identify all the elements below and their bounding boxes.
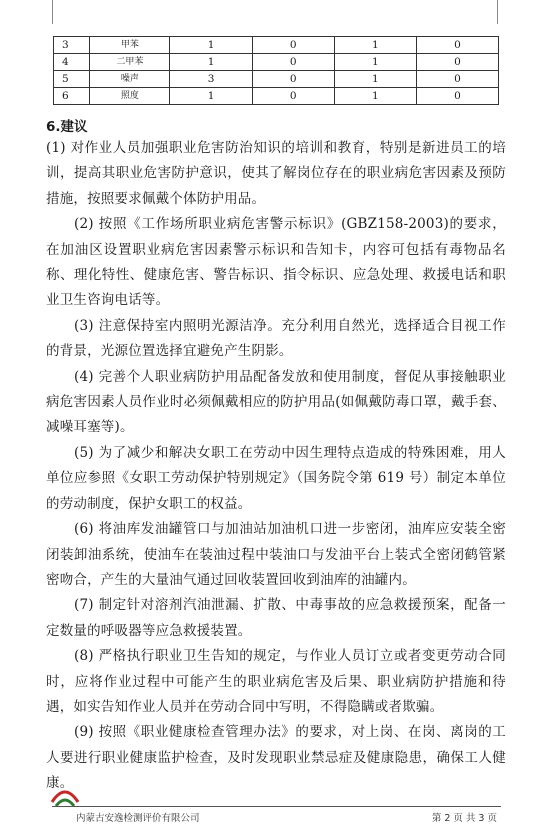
recommendation-paragraph: (4) 完善个人职业病防护用品配备发放和使用制度，督促从事接触职业病危害因素人员作业时必须佩戴相应的防护用品(如佩戴防毒口罩，戴手套、减噪耳塞等)。	[46, 368, 506, 436]
row-value: 0	[416, 54, 498, 71]
row-name: 甲苯	[90, 37, 170, 54]
table-row	[54, 54, 499, 71]
recommendation-paragraph: (7) 制定针对溶剂汽油泄漏、扩散、中毒事故的应急救援预案，配备一定数量的呼吸器等应急救援装置。	[46, 597, 506, 639]
row-value: 1	[334, 71, 416, 88]
table-row	[54, 71, 499, 88]
row-index: 5	[54, 71, 90, 88]
row-name: 二甲苯	[90, 54, 170, 71]
row-value: 0	[252, 71, 334, 88]
row-value: 1	[170, 88, 252, 105]
recommendation-paragraph: (6) 将油库发油罐管口与加油站加油机口进一步密闭，油库应安装全密闭装卸油系统，使油车在装油过程中装油口与发油平台上装式全密闭鹤管紧密吻合，产生的大量油气通过回收装置回收到油库的油罐内。	[46, 521, 506, 588]
row-value: 0	[252, 37, 334, 54]
crop-mark-left	[38, 0, 53, 24]
recommendation-paragraph: (1) 对作业人员加强职业危害防治知识的培训和教育，特别是新进员工的培训，提高其职业危害防护意识，使其了解岗位存在的职业病危害因素及预防措施，按照要求佩戴个体防护用品。	[46, 140, 506, 207]
recommendation-paragraph: (5) 为了减少和解决女职工在劳动中因生理特点造成的特殊困难，用人单位应参照《女职工劳动保护特别规定》（国务院令第 619 号）制定本单位的劳动制度，保护女职工的权益。	[46, 444, 506, 512]
footer-company: 内蒙古安逸检测评价有限公司	[76, 813, 200, 824]
row-value: 1	[334, 37, 416, 54]
row-value: 1	[170, 54, 252, 71]
row-index: 6	[54, 88, 90, 105]
recommendation-paragraph: (2) 按照《工作场所职业病危害警示标识》(GBZ158-2003)的要求，在加油区设置职业病危害因素警示标识和告知卡，内容可包括有毒物品名称、理化特性、健康危害、警告标识、指令标识、应急处理、救援电话和职业卫生咨询电话等。	[46, 216, 506, 309]
table-row	[54, 88, 499, 105]
row-value: 0	[252, 88, 334, 105]
row-value: 3	[170, 71, 252, 88]
row-index: 4	[54, 54, 90, 71]
recommendation-paragraph: (8) 严格执行职业卫生告知的规定，与作业人员订立或者变更劳动合同时，应将作业过程中可能产生的职业病危害及后果、职业病防护措施和待遇，如实告知作业人员并在劳动合同中写明，不得隐瞒或者欺骗。	[46, 648, 506, 715]
row-value: 0	[252, 54, 334, 71]
row-index: 3	[54, 37, 90, 54]
row-name: 噪声	[90, 71, 170, 88]
recommendation-paragraph: (3) 注意保持室内照明光源洁净。充分利用自然光，选择适合目视工作的背景，光源位置选择宜避免产生阴影。	[46, 317, 506, 360]
section-heading: 6.建议	[46, 119, 88, 135]
row-value: 1	[170, 37, 252, 54]
row-value: 1	[334, 88, 416, 105]
row-value: 0	[416, 37, 498, 54]
row-value: 1	[334, 54, 416, 71]
row-name: 照度	[90, 88, 170, 105]
recommendations-body	[46, 136, 506, 797]
recommendation-paragraph: (9) 按照《职业健康检查管理办法》的要求，对上岗、在岗、离岗的工人要进行职业健康监护检查，及时发现职业禁忌症及健康隐患，确保工人健康。	[46, 724, 506, 792]
footer-page-number: 第 2 页 共 3 页	[431, 813, 497, 824]
crop-mark-right	[497, 0, 512, 24]
hazard-summary-table	[53, 36, 499, 105]
table-row	[54, 37, 499, 54]
footer-divider	[52, 806, 501, 807]
row-value: 0	[416, 88, 498, 105]
row-value: 0	[416, 71, 498, 88]
